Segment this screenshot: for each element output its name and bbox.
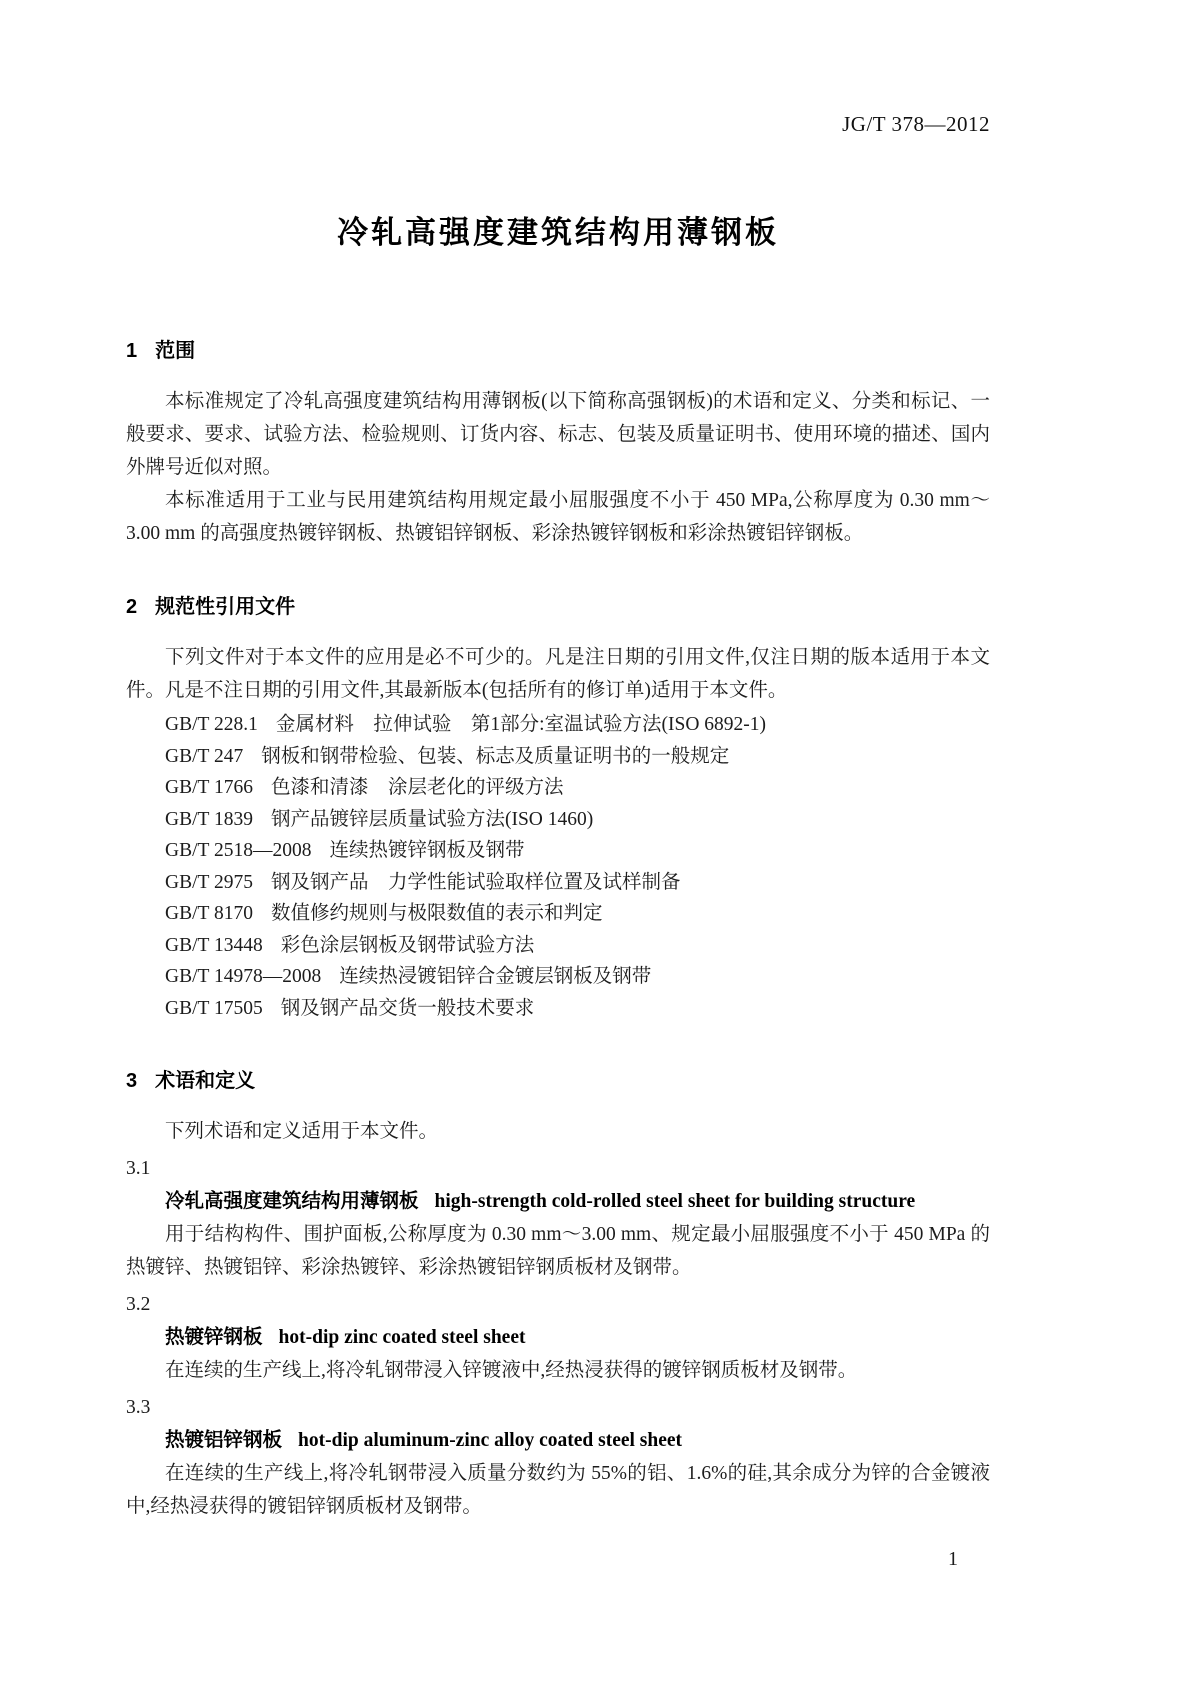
reference-item <box>165 741 990 773</box>
section-1-title: 范围 <box>155 340 196 362</box>
reference-code: GB/T 1766 <box>165 777 253 798</box>
reference-title: 钢及钢产品 力学性能试验取样位置及试样制备 <box>270 871 681 893</box>
section-2-number: 2 <box>126 596 138 618</box>
reference-code: GB/T 13448 <box>165 934 263 956</box>
term-entry-3-3 <box>126 1391 990 1523</box>
term-english: hot-dip aluminum-zinc alloy coated steel sheet <box>298 1430 683 1451</box>
term-entry-3-1 <box>126 1152 990 1284</box>
scope-paragraph-2: 本标准适用于工业与民用建筑结构用规定最小屈服强度不小于 450 MPa,公称厚度为 0.30 mm～3.00 mm 的高强度热镀锌钢板、热镀铝锌钢板、彩涂热镀锌钢板和彩涂热镀铝锌钢板。 <box>126 490 990 544</box>
term-number: 3.1 <box>126 1158 151 1179</box>
document-title: 冷轧高强度建筑结构用薄钢板 <box>337 215 779 250</box>
section-3-title: 术语和定义 <box>155 1070 256 1092</box>
reference-title: 数值修约规则与极限数值的表示和判定 <box>270 903 603 924</box>
section-terms-definitions <box>126 1064 990 1523</box>
reference-item <box>165 993 990 1025</box>
term-definition: 用于结构构件、围护面板,公称厚度为 0.30 mm～3.00 mm、规定最小屈服强度不小于 450 MPa 的热镀锌、热镀铝锌、彩涂热镀锌、彩涂热镀铝锌钢质板材及钢带。 <box>126 1224 990 1278</box>
reference-item <box>165 930 990 962</box>
reference-code: GB/T 2975 <box>165 871 253 893</box>
term-chinese: 冷轧高强度建筑结构用薄钢板 <box>165 1190 419 1212</box>
terms-intro-paragraph: 下列术语和定义适用于本文件。 <box>165 1121 439 1142</box>
page-number: 1 <box>948 1548 958 1570</box>
term-number: 3.2 <box>126 1294 151 1315</box>
reference-title: 彩色涂层钢板及钢带试验方法 <box>280 934 535 956</box>
reference-code: GB/T 8170 <box>165 903 253 924</box>
section-normative-references <box>126 590 990 1024</box>
term-english: hot-dip zinc coated steel sheet <box>278 1327 526 1348</box>
reference-item <box>165 867 990 899</box>
term-number: 3.3 <box>126 1397 151 1418</box>
references-intro-paragraph: 下列文件对于本文件的应用是必不可少的。凡是注日期的引用文件,仅注日期的版本适用于本文件。凡是不注日期的引用文件,其最新版本(包括所有的修订单)适用于本文件。 <box>126 647 990 701</box>
reference-title: 钢及钢产品交货一般技术要求 <box>280 997 535 1019</box>
reference-code: GB/T 17505 <box>165 997 263 1019</box>
term-definition: 在连续的生产线上,将冷轧钢带浸入锌镀液中,经热浸获得的镀锌钢质板材及钢带。 <box>165 1360 858 1381</box>
reference-title: 色漆和清漆 涂层老化的评级方法 <box>270 777 564 798</box>
reference-list <box>126 709 990 1024</box>
term-entry-3-2 <box>126 1288 990 1387</box>
reference-code: GB/T 14978—2008 <box>165 966 322 987</box>
reference-item <box>165 709 990 741</box>
reference-item <box>165 961 990 993</box>
term-chinese: 热镀锌钢板 <box>165 1326 263 1348</box>
term-name-line <box>165 1321 990 1354</box>
doc-number: JG/T 378—2012 <box>842 112 990 136</box>
section-3-number: 3 <box>126 1070 138 1092</box>
term-definition: 在连续的生产线上,将冷轧钢带浸入质量分数约为 55%的铝、1.6%的硅,其余成分为锌的合金镀液中,经热浸获得的镀铝锌钢质板材及钢带。 <box>126 1463 990 1517</box>
section-3-heading <box>126 1064 990 1093</box>
reference-code: GB/T 228.1 <box>165 714 258 735</box>
reference-title: 连续热镀锌钢板及钢带 <box>329 840 525 861</box>
reference-title: 连续热浸镀铝锌合金镀层钢板及钢带 <box>339 966 652 987</box>
reference-title: 钢板和钢带检验、包装、标志及质量证明书的一般规定 <box>261 745 730 767</box>
reference-title: 金属材料 拉伸试验 第1部分:室温试验方法(ISO 6892-1) <box>275 714 767 735</box>
section-1-number: 1 <box>126 340 138 362</box>
scope-paragraph-1: 本标准规定了冷轧高强度建筑结构用薄钢板(以下简称高强钢板)的术语和定义、分类和标记、一般要求、要求、试验方法、检验规则、订货内容、标志、包装及质量证明书、使用环境的描述、国内外牌号近似对照。 <box>126 391 990 478</box>
term-name-line <box>165 1185 990 1218</box>
section-2-heading <box>126 590 990 619</box>
reference-item <box>165 804 990 836</box>
term-english: high-strength cold-rolled steel sheet for building structure <box>434 1191 916 1212</box>
term-name-line <box>165 1424 990 1457</box>
reference-title: 钢产品镀锌层质量试验方法(ISO 1460) <box>270 808 594 830</box>
reference-code: GB/T 1839 <box>165 808 253 830</box>
section-scope <box>126 334 990 550</box>
section-2-title: 规范性引用文件 <box>155 596 296 618</box>
section-1-heading <box>126 334 990 363</box>
reference-item <box>165 835 990 867</box>
reference-code: GB/T 247 <box>165 745 244 767</box>
term-chinese: 热镀铝锌钢板 <box>165 1429 283 1451</box>
reference-code: GB/T 2518—2008 <box>165 840 312 861</box>
reference-item <box>165 772 990 804</box>
reference-item <box>165 898 990 930</box>
